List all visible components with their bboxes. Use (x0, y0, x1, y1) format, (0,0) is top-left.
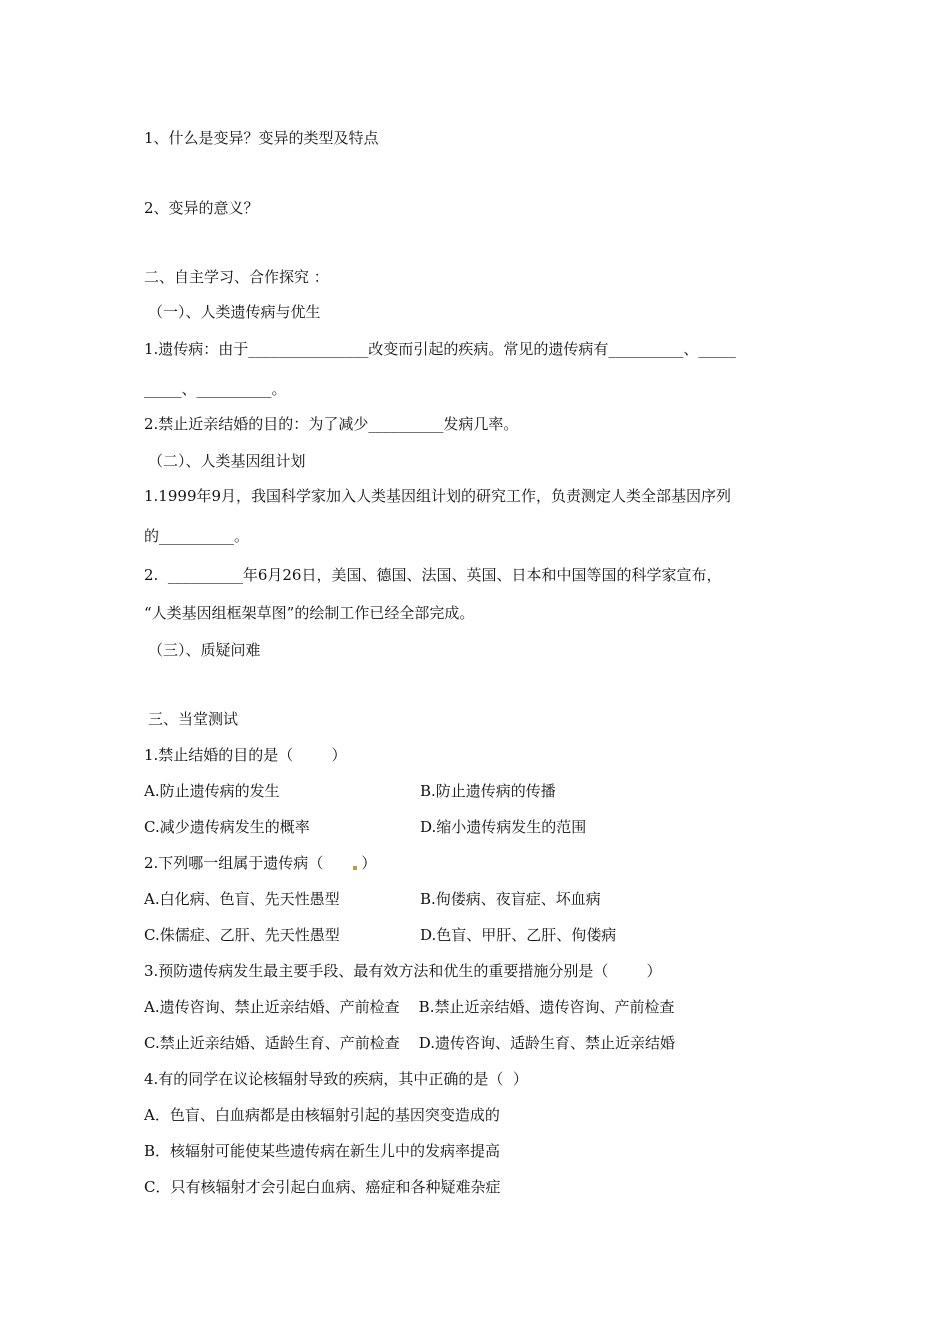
quiz-question-2-option-d: D.色盲、甲肝、乙肝、佝偻病 (420, 926, 617, 944)
part-2-item-1-line-2: 的__________。 (144, 527, 250, 545)
section-2-title: 二、自主学习、合作探究 ： (144, 268, 329, 286)
review-question-1: 1、什么是变异？变异的类型及特点 (144, 129, 379, 147)
quiz-question-1-stem: 1.禁止结婚的目的是（ ） (144, 746, 347, 764)
quiz-question-2-stem-end: ） (361, 854, 377, 872)
quiz-question-1-option-a: A.防止遗传病的发生 (144, 782, 280, 800)
part-2-item-1-line-1: 1.1999年9月，我国科学家加入人类基因组计划的研究工作，负责测定人类全部基因序列 (144, 487, 732, 505)
part-1-item-1-line-1: 1.遗传病：由于________________改变而引起的疾病。常见的遗传病有__________、_____ (144, 340, 736, 358)
part-2-item-2-line-1: 2. __________年6月26日，美国、德国、法国、英国、日本和中国等国的科学家宣布， (144, 566, 722, 584)
part-2-heading: （二）、人类基因组计划 (148, 452, 306, 470)
part-3-heading: （三）、质疑问难 (148, 641, 261, 659)
ink-mark (353, 866, 357, 870)
quiz-question-4-option-c: C．只有核辐射才会引起白血病、癌症和各种疑难杂症 (144, 1178, 501, 1196)
quiz-question-1-option-c: C.减少遗传病发生的概率 (144, 818, 310, 836)
part-1-heading: （一）、人类遗传病与优生 (148, 303, 321, 321)
section-3-title: 三、当堂测试 (148, 710, 239, 728)
part-2-item-2-line-2: “人类基因组框架草图”的绘制工作已经全部完成。 (144, 604, 475, 622)
quiz-question-2-option-c: C.侏儒症、乙肝、先天性愚型 (144, 926, 340, 944)
part-1-item-1-line-2: _____、__________。 (144, 380, 287, 398)
review-question-2: 2、变异的意义？ (144, 199, 259, 217)
quiz-question-1-option-b: B.防止遗传病的传播 (420, 782, 556, 800)
quiz-question-2-option-b: B.佝偻病、夜盲症、坏血病 (420, 890, 601, 908)
quiz-question-2-stem (144, 853, 376, 873)
quiz-question-1-option-d: D.缩小遗传病发生的范围 (420, 818, 587, 836)
quiz-question-3-stem: 3.预防遗传病发生最主要手段、最有效方法和优生的重要措施分别是（ ） (144, 962, 662, 980)
quiz-question-4-option-b: B．核辐射可能使某些遗传病在新生儿中的发病率提高 (144, 1142, 501, 1160)
quiz-question-2-option-a: A.白化病、色盲、先天性愚型 (144, 890, 340, 908)
quiz-question-3-options-ab: A.遗传咨询、禁止近亲结婚、产前检查 B.禁止近亲结婚、遗传咨询、产前检查 (144, 998, 675, 1016)
quiz-question-2-stem-start: 2.下列哪一组属于遗传病（ (144, 854, 324, 872)
quiz-question-3-options-cd: C.禁止近亲结婚、适龄生育、产前检查 D.遗传咨询、适龄生育、禁止近亲结婚 (144, 1034, 676, 1052)
quiz-question-4-option-a: A．色盲、白血病都是由核辐射引起的基因突变造成的 (144, 1106, 500, 1124)
quiz-question-4-stem: 4.有的同学在议论核辐射导致的疾病，其中正确的是（ ） (144, 1070, 528, 1088)
part-1-item-2: 2.禁止近亲结婚的目的：为了减少__________发病几率。 (144, 415, 519, 433)
